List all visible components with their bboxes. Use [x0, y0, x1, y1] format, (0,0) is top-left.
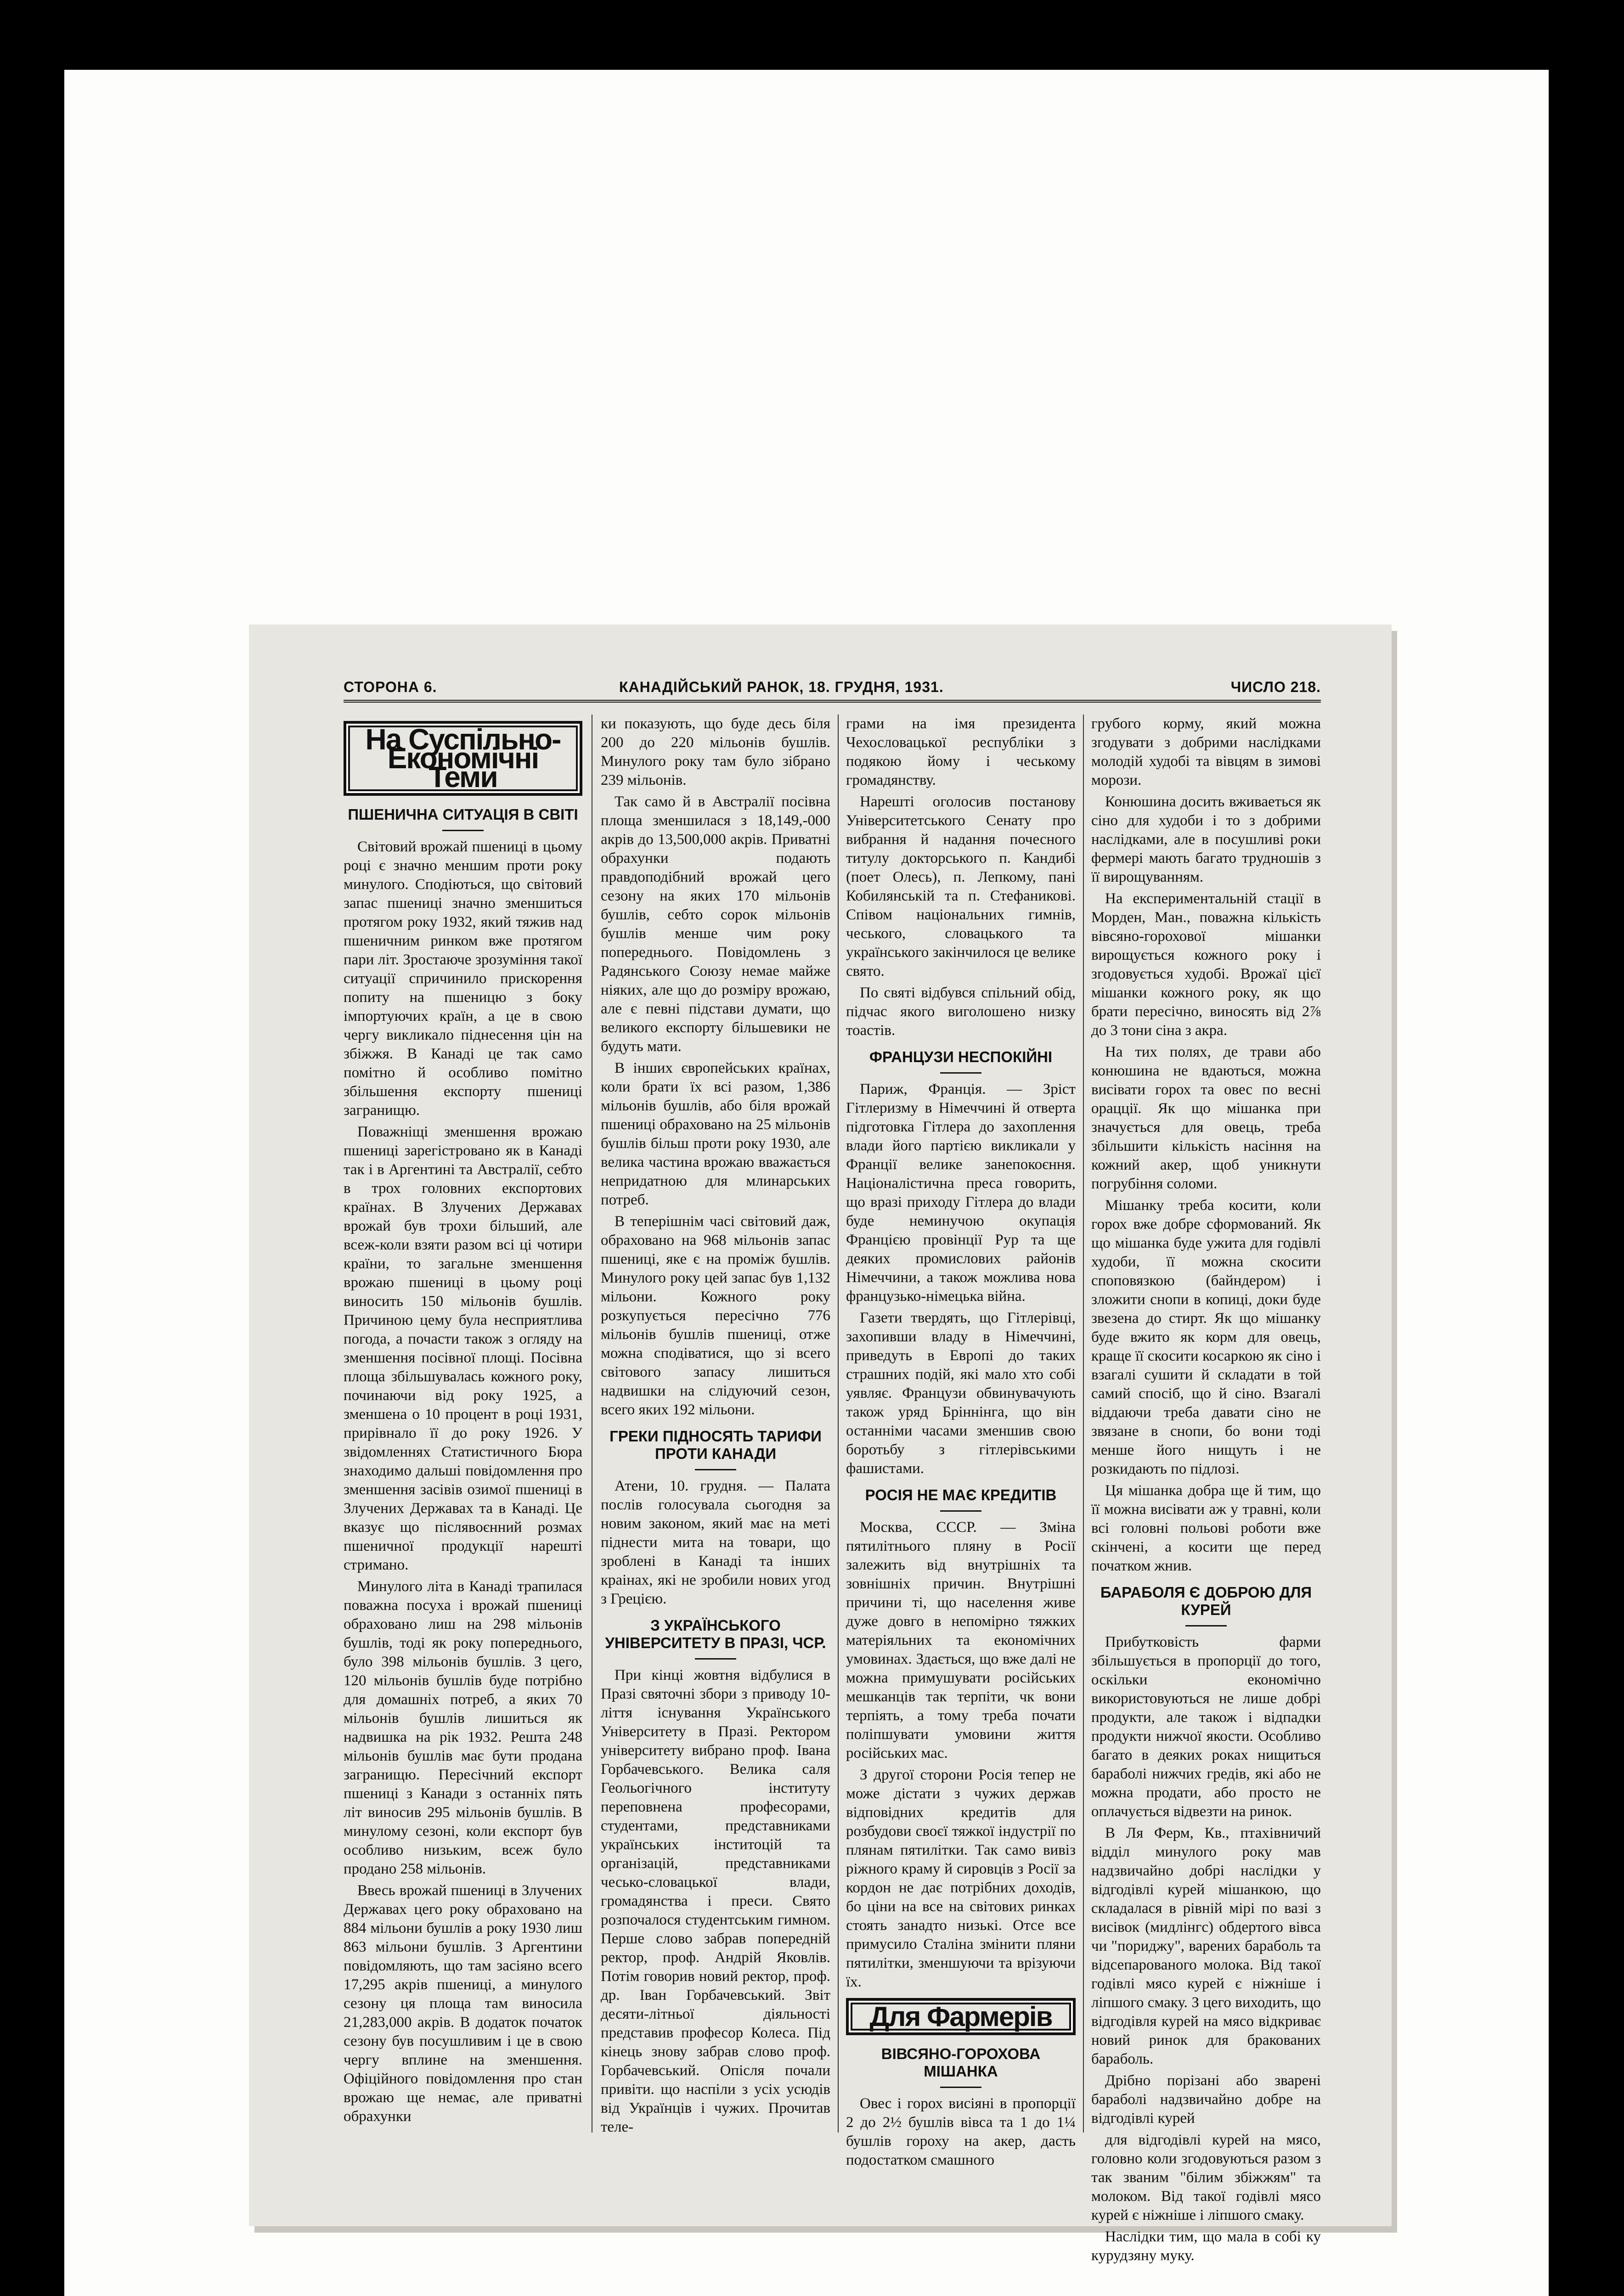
column-3 [846, 715, 1076, 2172]
paragraph: На експериментальній стації в Морден, Ман., поважна кількість вівсяно-горохової мішанки вирощується кожного року і згодовується худобі. Врожаї цієї мішанки кожного року, як що брати пересічно, виносять від 2⅞ до 3 тони сіна з акра. [1091, 890, 1321, 1039]
divider [940, 2087, 981, 2088]
paragraph: Нарешті оголосив постанову Університетського Сенату про вибрання й надання почесного титулу докторського п. Кандибі (поет Олесь), п. Лепкому, пані Кобилянській та п. Стефаникові. Співом національних гимнів, чеського, словацького та українського закінчилося це велике свято. [846, 793, 1076, 979]
headline-russia: РОСІЯ НЕ МАЄ КРЕДИТІВ [865, 1486, 1057, 1503]
paragraph: Так само й в Австралії посівна площа зменшилася з 18,149,-000 акрів до 13,500,000 акрів. Приватні обрахунки подають правдоподібний врожай цего сезону на яких 170 мільонів бушлів, себто сорок мільонів бушлів менше чим року попереднього. Повідомлень з Радянського Союзу немае майже ніяких, але що до розміру врожаю, але є певні підстави думати, що великого експорту більшевики не будуть мати. [601, 793, 830, 1055]
paragraph: Атени, 10. грудня. — Палата послів голосувала сьогодня за новим законом, який має на меті піднести мита на товари, що зроблені в Канаді та інших краінах, які не зробили нових угод з Грецією. [601, 1478, 830, 1607]
headline-france: ФРАНЦУЗИ НЕСПОКІЙНІ [869, 1048, 1053, 1065]
headline-oat-pea-mix: ВІВСЯНО-ГОРОХОВА МІШАНКА [881, 2045, 1041, 2080]
paragraph: Конюшина досить вживаеться як сіно для худоби і то з добрими наслідками, але в посушливі роки фермері мають багато трудношів з її вирощуванням. [1091, 793, 1321, 885]
issue-number: ЧИСЛО 218. [1230, 679, 1321, 695]
paragraph: В інших європейських країнах, коли брати їх всі разом, 1,386 мільонів бушлів, або біля врожай пшениці обраховано на 25 мільонів бушлів більш проти року 1930, але велика частина врожаю вважається непридатною для млинарських потреб. [601, 1060, 830, 1208]
divider [940, 1510, 981, 1512]
paragraph: В Ля Ферм, Кв., птахівничий відділ минулого року мав надзвичайно добрі наслідки у відгодівлі курей мішанкою, що складалася в рівній мірі по вазі з висівок (мидлінгс) обдертого вівса чи "пориджу", варених бараболь та відсепарованого молока. Від такої годівлі мясо курей є ніжніше і ліпшого смаку. З цего виходить, що відгодівля курей на мясо відкриває новий ринок для бракованих бараболь. [1091, 1825, 1321, 2067]
paragraph: грами на імя президента Чехословацької республіки з подякою йому і чеському громадянству. [846, 715, 1076, 788]
headline-potatoes-chickens: БАРАБОЛЯ Є ДОБРОЮ ДЛЯ КУРЕЙ [1100, 1584, 1312, 1618]
headline-wheat: ПШЕНИЧНА СИТУАЦІЯ В СВІТІ [348, 806, 578, 823]
paragraph: Поважніщі зменшення врожаю пшениці зарегістровано як в Канаді так і в Аргентині та Австралії, себто в трох головних експортових країнах. В Злучених Державах врожай був трохи більший, але всеж-коли взяти разом всі ці чотири країни, то загальне зменшення врожаю пшениці в цьому році виносить 150 мільонів бушлів. Причиною цему була несприятлива погода, а почасти також з огляду на зменшення посівної площі. Посівна площа збільшувалась кожного року, починаючи від року 1925, а зменшена о 10 процент в році 1931, прирівнало її до року 1926. У звідомленнях Статистичного Бюра знаходимо дальші повідомлення про зменшення засівів озимої пшениці в Злучених Державах та в Канаді. Це вказує що післявоєнний розмах пшеничної продукції нарешті стримано. [344, 1124, 582, 1573]
headline-greece: ГРЕКИ ПІДНОСЯТЬ ТАРИФИ ПРОТИ КАНАДИ [609, 1428, 822, 1462]
running-header [344, 674, 1321, 698]
header-rule [344, 700, 1321, 703]
column-4 [1091, 715, 1321, 2268]
section-banner-economics: На Суспільно-Економічні Теми [344, 721, 582, 796]
masthead: КАНАДІЙСЬКИЙ РАНОК, 18. ГРУДНЯ, 1931. [619, 679, 944, 695]
paragraph: Дрібно порізані або зварені бараболі надзвичайно добре на відгодівлі курей [1091, 2072, 1321, 2127]
divider [695, 1469, 736, 1470]
newspaper-page [249, 625, 1392, 2264]
paragraph: Ця мішанка добра ще й тим, що її можна висівати аж у травні, коли всі головні польові роботи вже скінчені, а косити ще перед початком жнив. [1091, 1482, 1321, 1574]
paragraph: Минулого літа в Канаді трапилася поважна посуха і врожай пшениці обраховано лиш на 298 мільонів бушлів, тоді як року попереднього, було 398 мільонів бушлів. З цего, 120 мільонів бушлів буде потрібно для домашніх потреб, а яких 70 мільонів бушлів лишиться як надвишка на рік 1932. Решта 248 мільонів бушлів має бути продана загранищю. Пересічний експорт пшениці з Канади з останніх пять літ виносив 295 мільонів бушлів. В минулому сезоні, коли експорт був особливо низьким, всеж було продано 258 мільонів. [344, 1578, 582, 1877]
paragraph: По святі відбувся спільний обід, підчас якого виголошено низку тоастів. [846, 985, 1076, 1039]
headline-prague: З УКРАЇНСЬКОГО УНІВЕРСИТЕТУ В ПРАЗІ, ЧСР. [605, 1617, 826, 1651]
divider [1185, 1625, 1227, 1626]
divider [695, 1658, 736, 1660]
paragraph: Париж, Франція. — Зріст Гітлеризму в Німеччині й отверта підготовка Гітлера до захоплення влади його партією викликали у Франції велике занепокоєння. Націоналістична преса говорить, що вразі приходу Гітлера до влади буде неминучою окупація Францією провінції Рур та ще деяких промислових районів Німеччини, а також можлива нова французько-німецька війна. [846, 1081, 1076, 1305]
paragraph: На тих полях, де трави або конюшина не вдаються, можна висівати горох та овес по весні орацції. Як що мішанка при значується для овець, треба збільшити кількість насіння на кожний акер, щоб уникнути погрубіння соломи. [1091, 1044, 1321, 1192]
divider [442, 830, 484, 831]
paragraph: Наслідки тим, що мала в собі ку курудзяну муку. [1091, 2228, 1321, 2264]
paragraph: Газети твердять, що Гітлерівці, захопивши владу в Німеччині, приведуть в Европі до таких страшних подій, які мало хто собі уявляє. Французи обвинувачують також уряд Бріннінга, що він останніми часами зменшив свою боротьбу з гітлерівськими фашистами. [846, 1310, 1076, 1477]
page-label: СТОРОНА 6. [344, 679, 437, 695]
paragraph: ки показують, що буде десь біля 200 до 220 мільонів бушлів. Минулого року там було зібрано 239 мільонів. [601, 715, 830, 788]
paragraph: Ввесь врожай пшениці в Злучених Державах цего року обраховано на 884 мільони бушлів а року 1930 лиш 863 мільони бушлів. З Аргентини повідомляють, що там засіяно всего 17,295 акрів пшениці, а минулого сезону ця площа там виносила 21,283,000 акрів. В додаток початок сезону був посушливим і це в свою чергу вплине на зменшення. Офіційного повідомлення про стан врожаю ще немає, але приватні обрахунки [344, 1882, 582, 2125]
paragraph: Овес і горох висіяні в пропорції 2 до 2½ бушлів вівса та 1 до 1¼ бушлів гороху на акер, дасть подостатком смашного [846, 2095, 1076, 2168]
paragraph: При кінці жовтня відбулися в Празі святочні збори з приводу 10-ліття існування Українського Університету в Празі. Ректором університету вибрано проф. Івана Горбачевського. Велика саля Геольогічного інституту переповнена професорами, студентами, представниками українських інститоцій та організацій, представниками чесько-словацької влади, громадянства і преси. Свято розпочалося студентським гимном. Перше слово забрав попередній ректор, проф. Андрій Яковлів. Потім говорив новий ректор, проф. др. Іван Горбачевський. Звіт десяти-літньої діяльності представив професор Колеса. Під кінець знову забрав слово проф. Горбачевський. Опісля почали привіти. що наспіли з усіх усюдів від Українців і чужих. Прочитав теле- [601, 1667, 830, 2135]
paragraph: грубого корму, який можна згодувати з добрими наслідками молодій худобі та вівцям в зимові морози. [1091, 715, 1321, 788]
paragraph: В теперішнім часі світовий даж, обраховано на 968 мільонів запас пшениці, яке є на проміж бушлів. Минулого року цей запас був 1,132 мільони. Кожного року розкупується пересічно 776 мільонів бушлів пшениці, отже можна сподіватися, що зі всего світового запасу лишиться надвишки на слідуючий сезон, всего яких 192 мільони. [601, 1213, 830, 1418]
divider [940, 1072, 981, 1074]
column-1 [344, 715, 582, 2129]
paragraph: Прибутковість фарми збільшується в пропорції до того, оскільки економічно використовуються не лише добрі продукти, але також і відпадки продукти нижчої якости. Особливо багато в деяких роках нищиться бараболі нижчих гредів, які або не можна продати, або просто не оплачується відвезти на ринок. [1091, 1634, 1321, 1820]
paragraph: З другої сторони Росія тепер не може дістати з чужих держав відповідних кредитів для розбудови своєї тяжкої індустрії по плянам пятилітки. Так само вивіз ріжного краму й сировців з Росії за кордон не дає потрібних доходів, бо ціни на все на світових ринках стоять занадто низькі. Отсе все примусило Сталіна змінити пляни пятилітки, зменшуючи та врізуючи їх. [846, 1767, 1076, 1990]
column-rule [838, 715, 839, 2133]
paragraph: Москва, СССР. — Зміна пятилітнього пляну в Росії залежить від внутрішніх та зовнішніх причин. Внутрішні причини ті, що населення живе дуже довго в непомірно тяжких матеріяльних та економічних умовинах. Здається, що вже далі не можна примушувати російських мешканців так терпіти, чк вони терпіять, а тому треба почати поліпшувати умовини життя російських мас. [846, 1519, 1076, 1761]
column-rule [1083, 715, 1084, 2133]
paragraph: Світовий врожай пшениці в цьому році є значно меншим проти року минулого. Сподіються, що світовий запас пшениці значно зменшиться протягом року 1932, який тяжив над пшеничним ринком вже протягом пари літ. Зростаюче зрозуміння такої ситуації спричинило прискорення попиту на пшеницю з боку імпортуючих країн, а це в свою чергу викликало піднесення цін на збіжжя. В Канаді це так само помітно й особливо помітно збільшення експорту пшениці загранищю. [344, 838, 582, 1119]
section-banner-farmers: Для Фармерів [846, 1998, 1076, 2035]
paragraph: для відгодівлі курей на мясо, головно коли згодовуються разом з так званим "білим збіжжям" та молоком. Від такої годівлі мясо курей є ніжніше і ліпшого смаку. [1091, 2132, 1321, 2223]
column-2 [601, 715, 830, 2139]
paragraph: Мішанку треба косити, коли горох вже добре сформований. Як що мішанка буде ужита для годівлі худоби, її можна скосити споповязкою (байндером) і зложити снопи в копиці, доки буде звезена до стирт. Як що мішанку буде вжито як корм для овець, краще її скосити косаркою як сіно і взагалі сушити й складати в той самий спосіб, що й сіно. Взагалі віддаючи треба давати сіно не звязане в снопи, бо вони тоді менше його нищуть і не розкидають по підлозі. [1091, 1197, 1321, 1477]
